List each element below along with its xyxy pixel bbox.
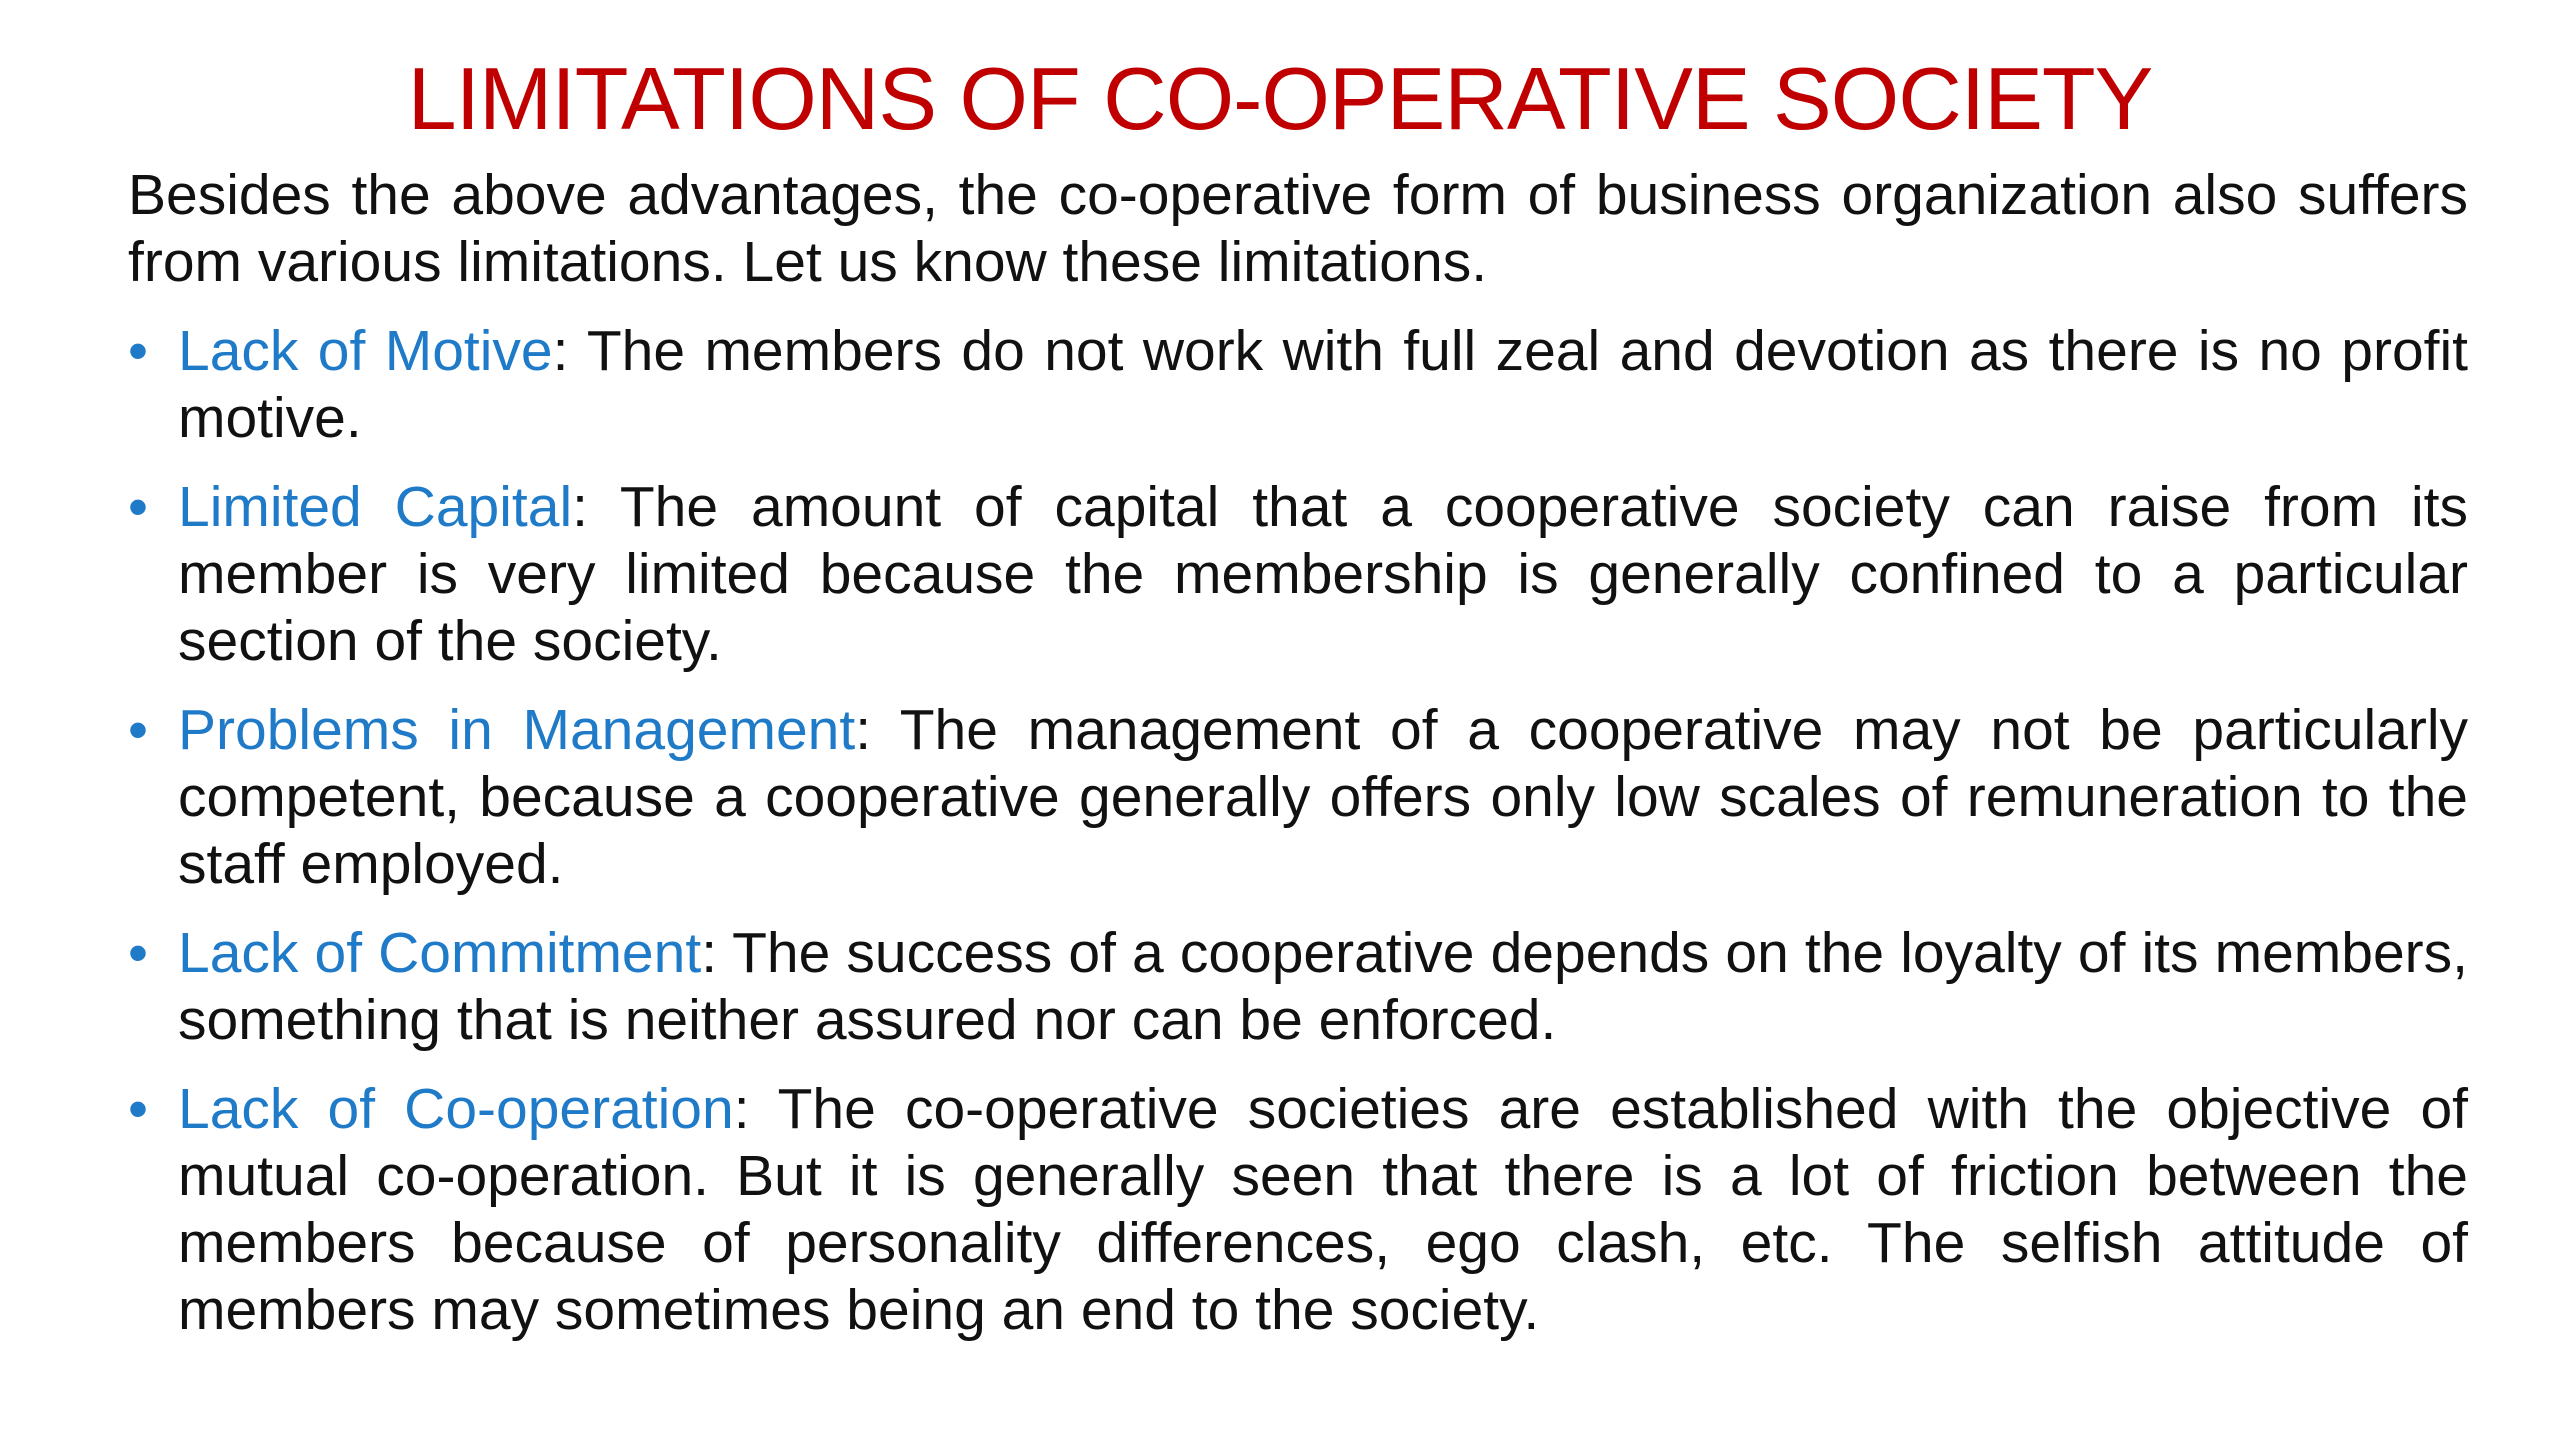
bullet-icon: • [128,475,148,539]
list-item [128,318,2468,452]
bullet-icon: • [128,698,148,762]
bullet-icon: • [128,319,148,383]
bullet-icon: • [128,921,148,985]
limitation-description: : The management of a cooperative may not be particularly competent, because a cooperative generally offers only low scales of remuneration to the staff employed. [178,698,2468,896]
list-item [128,920,2468,1054]
slide-content [128,162,2468,1366]
limitation-term: Lack of Co-operation [178,1077,734,1141]
bullet-icon: • [128,1077,148,1141]
intro-paragraph: Besides the above advantages, the co-operative form of business organization also suffers from various limitations. Let us know these limitations. [128,163,2468,294]
limitation-description: : The co-operative societies are established with the objective of mutual co-operation. But it is generally seen that there is a lot of friction between the members because of personality differences, ego clash, etc. The selfish attitude of members may sometimes being an end to the society. [178,1077,2468,1342]
limitation-description: : The success of a cooperative depends on the loyalty of its members, something that is neither assured nor can be enforced. [178,921,2468,1052]
limitation-description: : The amount of capital that a cooperative society can raise from its member is very limited because the membership is generally confined to a particular section of the society. [178,475,2469,673]
list-item [128,697,2468,898]
list-item [128,1076,2468,1344]
limitation-term: Limited Capital [178,475,573,539]
limitation-description: : The members do not work with full zeal and devotion as there is no profit motive. [178,319,2468,450]
limitation-term: Lack of Commitment [178,921,702,985]
list-item [128,474,2468,675]
limitations-list [128,318,2468,1344]
limitation-term: Lack of Motive [178,319,553,383]
limitation-term: Problems in Management [178,698,856,762]
slide-title: LIMITATIONS OF CO-OPERATIVE SOCIETY [407,49,2153,148]
